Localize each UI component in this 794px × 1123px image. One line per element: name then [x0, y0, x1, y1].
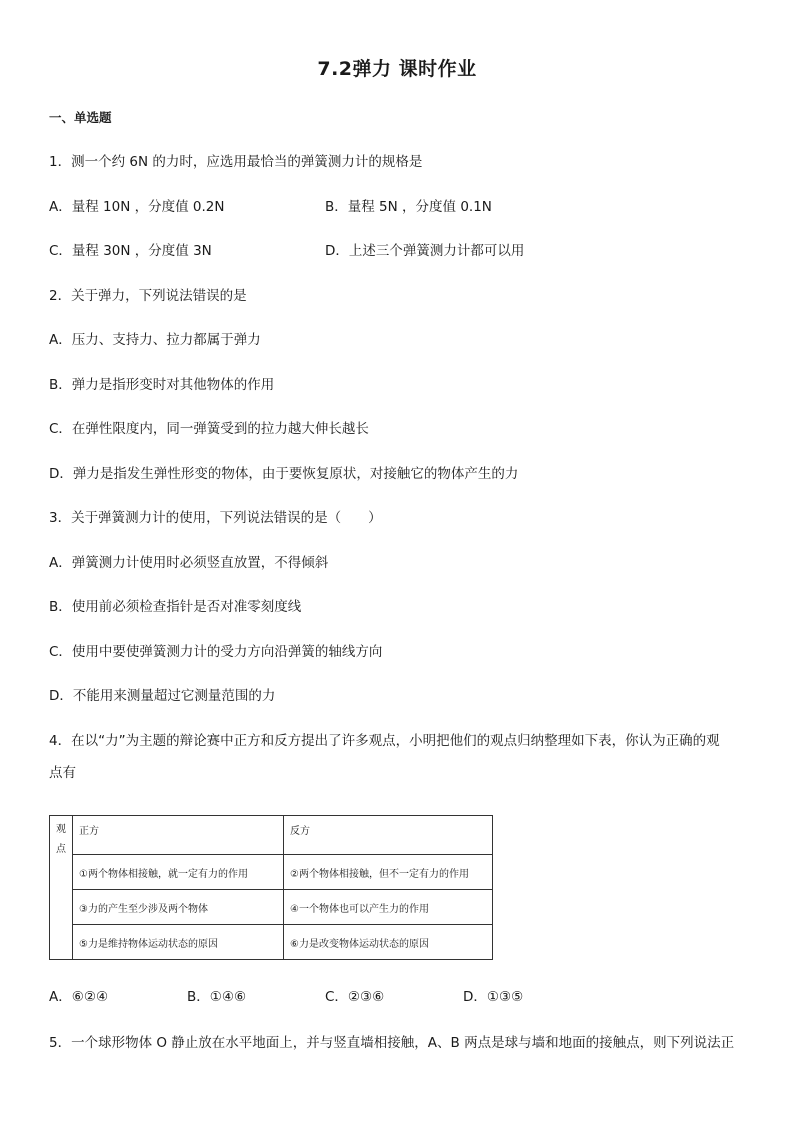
section-heading: 一、单选题 [49, 110, 112, 125]
table-row [50, 890, 493, 925]
question-4-option-c[interactable]: C．②③⑥ [325, 989, 385, 1005]
question-4-stem-line-2: 点有 [49, 765, 76, 781]
pro-opinion-cell: ③力的产生至少涉及两个物体 [73, 890, 284, 925]
question-3-option-c[interactable]: C．使用中要使弹簧测力计的受力方向沿弹簧的轴线方向 [49, 644, 383, 660]
question-4-option-a[interactable]: A．⑥②④ [49, 989, 109, 1005]
table-row [50, 925, 493, 960]
question-4-option-d[interactable]: D．①③⑤ [463, 989, 524, 1005]
question-4-stem-line-1: 4．在以“力”为主题的辩论赛中正方和反方提出了许多观点，小明把他们的观点归纳整理如下表，你认为正确的观 [49, 733, 720, 749]
opinions-table [49, 815, 493, 960]
question-1-option-d[interactable]: D．上述三个弹簧测力计都可以用 [325, 243, 525, 259]
question-1-stem: 1．测一个约 6N 的力时，应选用最恰当的弹簧测力计的规格是 [49, 154, 423, 170]
question-2-option-b[interactable]: B．弹力是指形变时对其他物体的作用 [49, 377, 275, 393]
pro-opinion-cell: ⑤力是维持物体运动状态的原因 [73, 925, 284, 960]
con-opinion-cell: ⑥力是改变物体运动状态的原因 [284, 925, 493, 960]
page-title: 7.2弹力 课时作业 [317, 58, 477, 80]
question-1-option-a[interactable]: A．量程 10N ，分度值 0.2N [49, 199, 225, 215]
question-2-option-c[interactable]: C．在弹性限度内，同一弹簧受到的拉力越大伸长越长 [49, 421, 369, 437]
question-2-option-d[interactable]: D．弹力是指发生弹性形变的物体，由于要恢复原状，对接触它的物体产生的力 [49, 466, 519, 482]
question-2-stem: 2．关于弹力，下列说法错误的是 [49, 288, 247, 304]
question-4-option-b[interactable]: B．①④⑥ [187, 989, 247, 1005]
question-2-option-a[interactable]: A．压力、支持力、拉力都属于弹力 [49, 332, 261, 348]
question-1-option-c[interactable]: C．量程 30N ，分度值 3N [49, 243, 212, 259]
con-opinion-cell: ④一个物体也可以产生力的作用 [284, 890, 493, 925]
question-3-option-a[interactable]: A．弹簧测力计使用时必须竖直放置，不得倾斜 [49, 555, 329, 571]
pro-header: 正方 [73, 816, 284, 855]
question-1-option-b[interactable]: B．量程 5N ，分度值 0.1N [325, 199, 492, 215]
con-opinion-cell: ②两个物体相接触，但不一定有力的作用 [284, 855, 493, 890]
con-header: 反方 [284, 816, 493, 855]
question-3-option-b[interactable]: B．使用前必须检查指针是否对准零刻度线 [49, 599, 302, 615]
question-3-option-d[interactable]: D．不能用来测量超过它测量范围的力 [49, 688, 276, 704]
question-5-stem: 5．一个球形物体 O 静止放在水平地面上，并与竖直墙相接触，A、B 两点是球与墙和地面的接触点，则下列说法正 [49, 1035, 735, 1051]
question-3-stem: 3．关于弹簧测力计的使用，下列说法错误的是（ ） [49, 510, 382, 526]
table-label-cell: 观点 [50, 816, 73, 960]
table-row [50, 855, 493, 890]
pro-opinion-cell: ①两个物体相接触，就一定有力的作用 [73, 855, 284, 890]
